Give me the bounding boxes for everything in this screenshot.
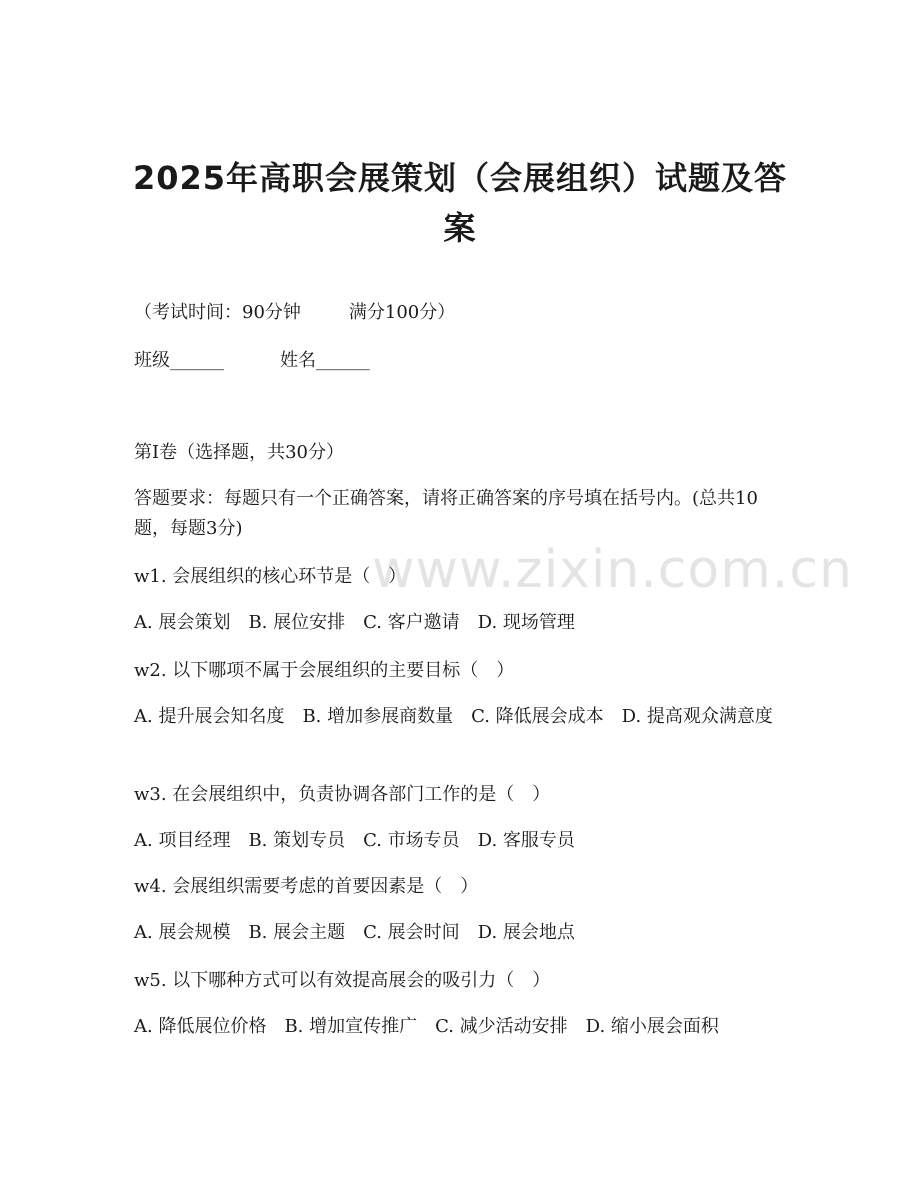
question-2-stem: w2. 以下哪项不属于会展组织的主要目标（ ） [134, 660, 515, 681]
exam-full-score: 满分100分） [348, 302, 456, 323]
class-field: 班级______ [134, 350, 224, 371]
exam-time: （考试时间：90分钟 [134, 302, 301, 323]
question-1-options: A. 展会策划 B. 展位安排 C. 客户邀请 D. 现场管理 [134, 612, 575, 633]
question-4-options: A. 展会规模 B. 展会主题 C. 展会时间 D. 展会地点 [134, 922, 575, 943]
question-4-stem: w4. 会展组织需要考虑的首要因素是（ ） [134, 876, 479, 897]
question-5-options: A. 降低展位价格 B. 增加宣传推广 C. 减少活动安排 D. 缩小展会面积 [134, 1016, 719, 1037]
student-info [134, 346, 370, 376]
question-2-options: A. 提升展会知名度 B. 增加参展商数量 C. 降低展会成本 D. 提高观众满意度 [134, 706, 773, 727]
question-1-stem: w1. 会展组织的核心环节是（ ） [134, 566, 407, 587]
question-5-stem: w5. 以下哪种方式可以有效提高展会的吸引力（ ） [134, 970, 551, 991]
exam-info [134, 298, 455, 328]
name-field: 姓名______ [280, 350, 370, 371]
page-title-line-1: 2025年高职会展策划（会展组织）试题及答 [132, 159, 788, 197]
section-heading: 第I卷（选择题，共30分） [134, 442, 345, 463]
page-title-line-2: 案 [443, 209, 477, 247]
question-3-stem: w3. 在会展组织中，负责协调各部门工作的是（ ） [134, 784, 551, 805]
question-3-options: A. 项目经理 B. 策划专员 C. 市场专员 D. 客服专员 [134, 830, 575, 851]
watermark: www.zixin.com.cn [372, 540, 853, 600]
instructions: 答题要求：每题只有一个正确答案，请将正确答案的序号填在括号内。(总共10题，每题3分) [134, 488, 758, 539]
